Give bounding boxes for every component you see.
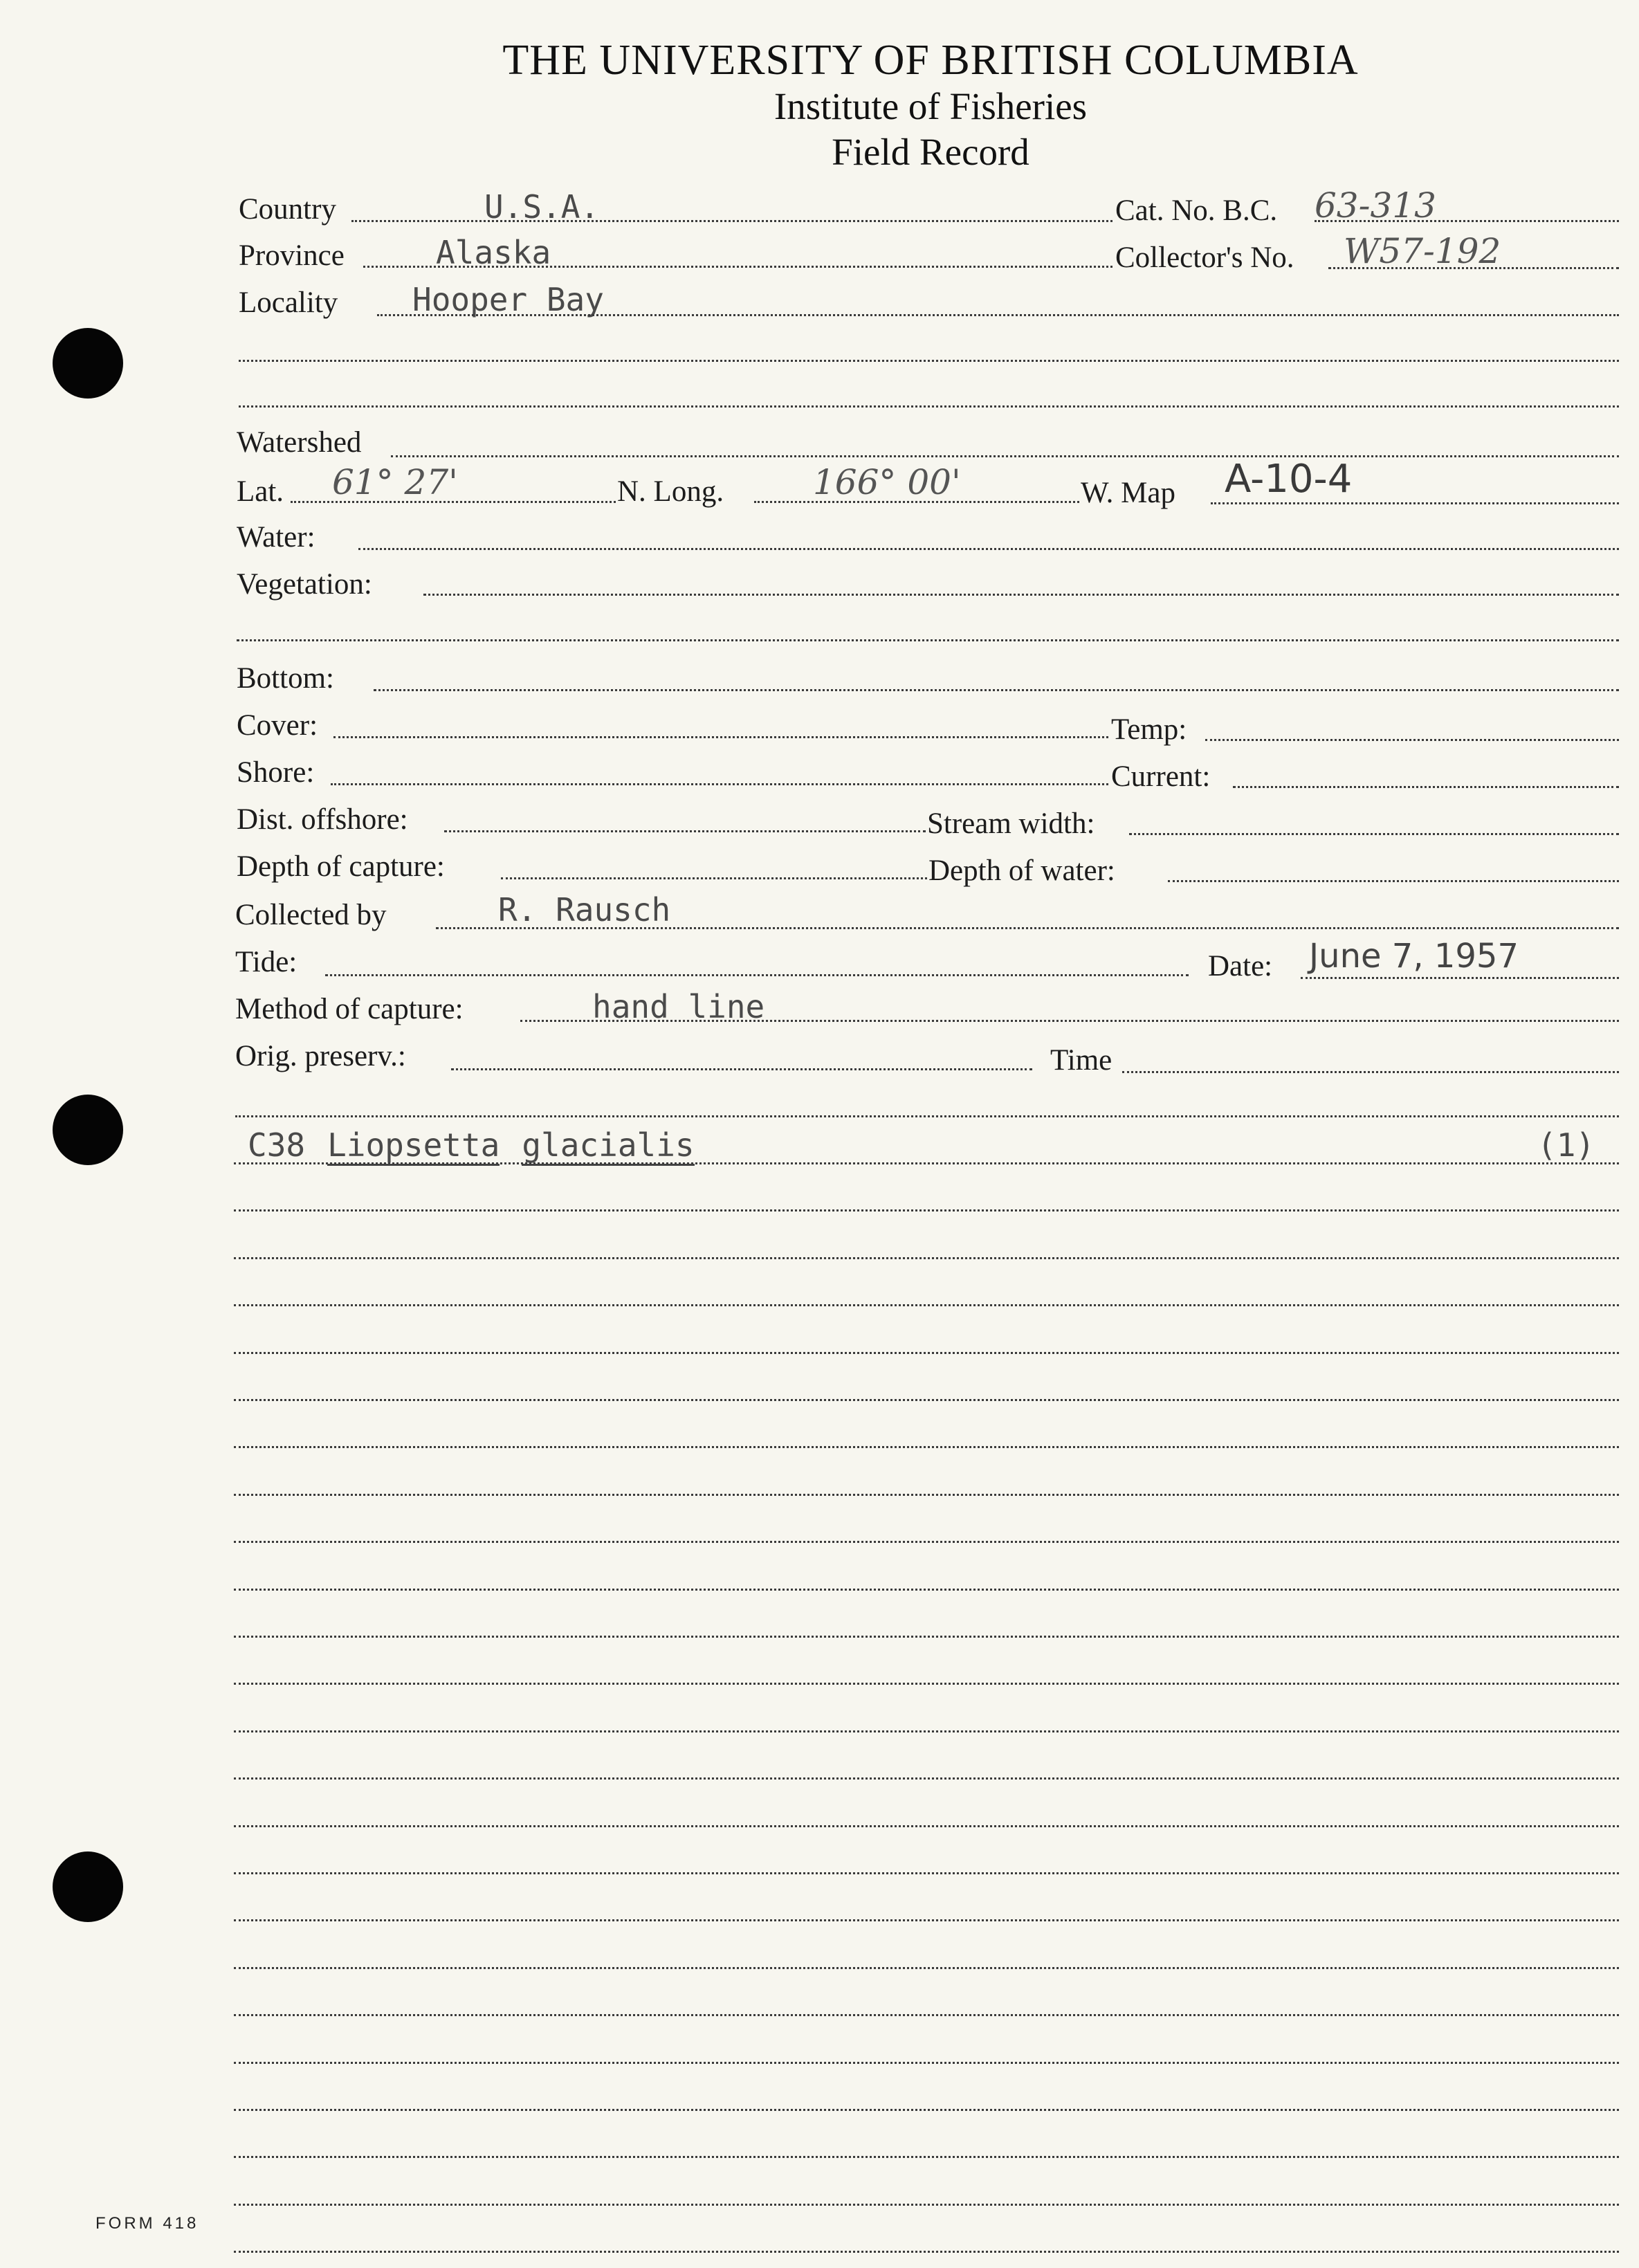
locality-line-3 (239, 405, 1619, 408)
specimen-species: glacialis (522, 1126, 694, 1166)
country-line (351, 220, 1112, 222)
ruled-line (234, 2156, 1619, 2158)
ruled-line (234, 1967, 1619, 1969)
lat-label: Lat. (237, 475, 284, 508)
ruled-line (234, 1399, 1619, 1401)
ruled-line (234, 2062, 1619, 2064)
ruled-line (234, 1494, 1619, 1496)
water-line (358, 548, 1619, 550)
form-number: FORM 418 (95, 2214, 199, 2233)
ruled-line (234, 1257, 1619, 1259)
cover-label: Cover: (237, 709, 318, 742)
dist-offshore-line (444, 830, 926, 832)
ruled-line (234, 1162, 1619, 1164)
punch-hole (53, 328, 123, 399)
punch-hole (53, 1851, 123, 1922)
cover-line (333, 736, 1108, 738)
ruled-line (234, 1825, 1619, 1827)
vegetation-label: Vegetation: (237, 568, 372, 601)
stream-width-label: Stream width: (927, 807, 1095, 840)
long-label: N. Long. (617, 475, 724, 508)
locality-value: Hooper Bay (412, 281, 604, 318)
collectors-no-line (1328, 267, 1619, 269)
current-line (1233, 786, 1619, 788)
bottom-label: Bottom: (237, 662, 334, 695)
ruled-line (234, 2251, 1619, 2253)
ruled-line (234, 1209, 1619, 1211)
tide-label: Tide: (235, 946, 297, 978)
cat-no-label: Cat. No. B.C. (1115, 194, 1278, 227)
locality-label: Locality (239, 286, 338, 319)
cat-no-value: 63-313 (1315, 185, 1436, 226)
dist-offshore-label: Dist. offshore: (237, 803, 408, 836)
collectors-no-label: Collector's No. (1115, 241, 1294, 274)
ruled-line (234, 1304, 1619, 1306)
institute-title: Institute of Fisheries (773, 85, 1088, 127)
province-value: Alaska (436, 234, 551, 271)
shore-label: Shore: (237, 756, 315, 789)
university-title: THE UNIVERSITY OF BRITISH COLUMBIA (502, 37, 1359, 84)
ruled-line (234, 1636, 1619, 1638)
depth-water-label: Depth of water: (928, 854, 1115, 887)
country-label: Country (239, 193, 336, 226)
time-label: Time (1050, 1044, 1112, 1077)
long-value: 166° 00' (813, 462, 961, 502)
map-value: A-10-4 (1225, 457, 1353, 502)
collected-by-label: Collected by (235, 899, 387, 931)
depth-capture-label: Depth of capture: (237, 850, 445, 883)
method-label: Method of capture: (235, 993, 464, 1025)
ruled-line (234, 1541, 1619, 1543)
specimen-rule-top (235, 1115, 1619, 1117)
map-line (1211, 502, 1619, 504)
date-value: June 7, 1957 (1309, 937, 1519, 976)
map-label: W. Map (1081, 477, 1175, 509)
orig-preserv-line (451, 1068, 1032, 1070)
specimen-code: C38 (248, 1126, 306, 1164)
vegetation-line-2 (237, 639, 1619, 641)
date-label: Date: (1208, 950, 1273, 982)
orig-preserv-label: Orig. preserv.: (235, 1040, 406, 1072)
collected-by-value: R. Rausch (498, 891, 671, 929)
specimen-genus: Liopsetta (327, 1126, 500, 1166)
ruled-line (234, 1589, 1619, 1591)
locality-line (377, 314, 1619, 316)
lat-value: 61° 27' (332, 462, 458, 502)
ruled-line (234, 1919, 1619, 1921)
temp-label: Temp: (1111, 713, 1187, 746)
stream-width-line (1129, 833, 1619, 835)
watershed-label: Watershed (237, 426, 362, 459)
specimen-row (248, 1126, 695, 1164)
ruled-line (234, 1777, 1619, 1780)
province-label: Province (239, 239, 345, 272)
bottom-line (374, 689, 1619, 691)
country-value: U.S.A. (484, 188, 600, 226)
depth-capture-line (501, 877, 927, 879)
ruled-line (234, 2014, 1619, 2016)
collectors-no-value: W57-192 (1344, 231, 1501, 271)
cat-no-line (1315, 220, 1619, 222)
locality-line-2 (239, 360, 1619, 362)
ruled-line (234, 1683, 1619, 1685)
ruled-line (234, 1352, 1619, 1354)
vegetation-line (423, 594, 1619, 596)
temp-line (1205, 739, 1619, 741)
ruled-line (234, 2109, 1619, 2111)
record-title: Field Record (832, 131, 1029, 173)
method-value: hand line (592, 988, 765, 1025)
ruled-line (234, 2204, 1619, 2206)
ruled-line (234, 1446, 1619, 1448)
date-line (1301, 977, 1619, 979)
punch-hole (53, 1095, 123, 1165)
ruled-line (234, 1872, 1619, 1874)
shore-line (331, 783, 1108, 785)
ruled-line (234, 1730, 1619, 1732)
watershed-line (391, 455, 1619, 457)
tide-line (325, 974, 1189, 976)
current-label: Current: (1111, 760, 1211, 793)
specimen-count: (1) (1537, 1126, 1595, 1164)
water-label: Water: (237, 521, 315, 554)
depth-water-line (1168, 880, 1619, 882)
time-line (1122, 1071, 1619, 1073)
